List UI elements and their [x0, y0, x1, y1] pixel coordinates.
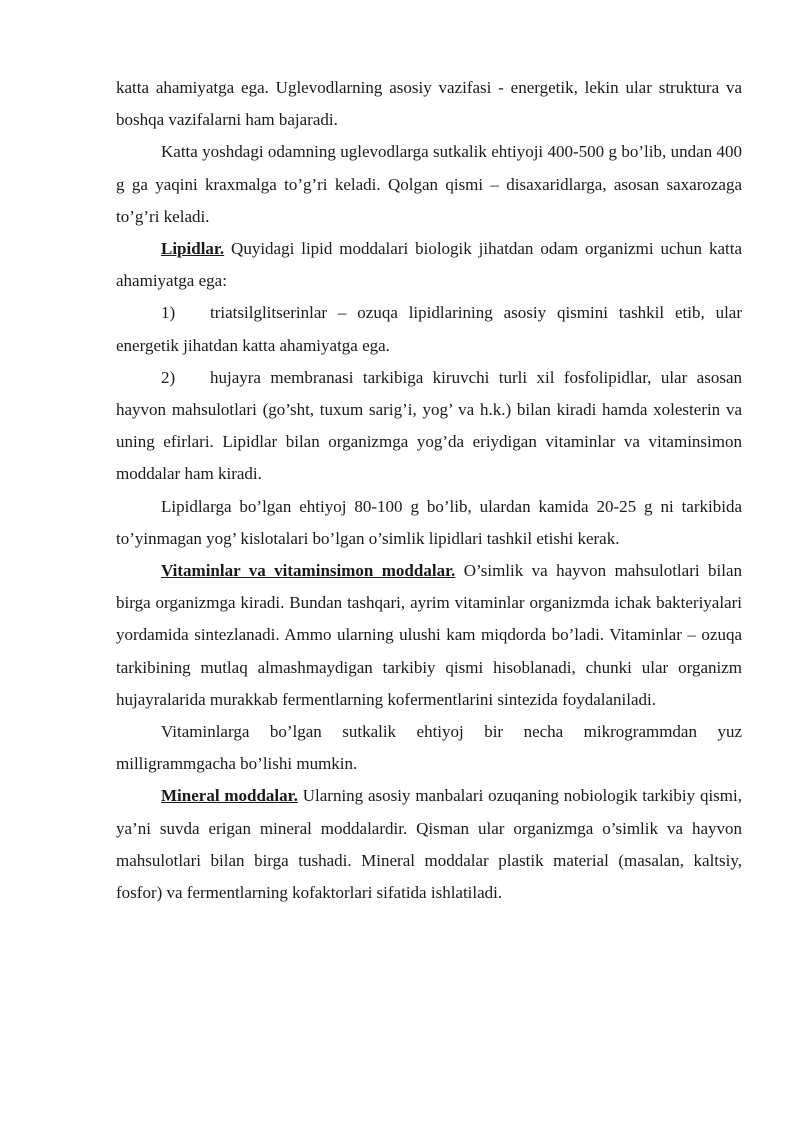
paragraph-vitamin-needs: Vitaminlarga bo’lgan sutkalik ehtiyoj bir necha mikrogrammdan yuz milligrammgacha bo’lishi mumkin. — [116, 722, 742, 774]
paragraph-carbohydrates-intro: katta ahamiyatga ega. Uglevodlarning asosiy vazifasi - energetik, lekin ular struktura va boshqa vazifalarni ham bajaradi. — [116, 78, 742, 130]
section-heading-vitamins: Vitaminlar va vitaminsimon moddalar. — [161, 561, 456, 581]
paragraph-vitamins-text: O’simlik va hayvon mahsulotlari bilan birga organizmga kiradi. Bundan tashqari, ayrim vitaminlar organizmda ichak bakteriyalari yordamida sintezlanadi. Ammo ularning ulushi kam miqdorda bo’ladi. Vitaminlar – ozuqa tarkibining mutlaq almashmaydigan tarkibiy qismi hisoblanadi, chunki ular organizm hujayralarida murakkab fermentlarning kofermentlarini sintezida foydalaniladi. — [116, 561, 742, 709]
list-item-number: 2) — [161, 367, 176, 387]
paragraph-minerals — [116, 780, 742, 909]
list-item-text: triatsilglitserinlar – ozuqa lipidlarining asosiy qismini tashkil etib, ular energetik jihatdan katta ahamiyatga ega. — [116, 303, 742, 355]
list-item — [116, 362, 742, 491]
paragraph-lipids — [116, 233, 742, 297]
paragraph-lipid-needs: Lipidlarga bo’lgan ehtiyoj 80-100 g bo’lib, ulardan kamida 20-25 g ni tarkibida to’yinmagan yog’ kislotalari bo’lgan o’simlik lipidlari tashkil etishi kerak. — [116, 496, 742, 548]
paragraph-lipids-text: Quyidagi lipid moddalari biologik jihatdan odam organizmi uchun katta ahamiyatga ega: — [116, 239, 742, 291]
list-item — [116, 297, 742, 361]
list-item-text: hujayra membranasi tarkibiga kiruvchi turli xil fosfolipidlar, ular asosan hayvon mahsulotlari (go’sht, tuxum sarig’i, yog’ va h.k.) bilan kiradi hamda xolesterin va uning efirlari. Lipidlar bilan organizmga yog’da eriydigan vitaminlar va vitaminsimon moddalar ham kiradi. — [116, 367, 742, 484]
list-item-number: 1) — [161, 303, 176, 323]
section-heading-lipids: Lipidlar. — [161, 239, 225, 259]
document-page — [116, 72, 742, 909]
paragraph-minerals-text: Ularning asosiy manbalari ozuqaning nobiologik tarkibiy qismi, ya’ni suvda erigan mineral moddalardir. Qisman ular organizmga o’simlik va hayvon mahsulotlari bilan birga tushadi. Mineral moddalar plastik material (masalan, kaltsiy, fosfor) va fermentlarning kofaktorlari sifatida ishlatiladi. — [116, 786, 742, 903]
section-heading-minerals: Mineral moddalar. — [161, 786, 298, 806]
paragraph-vitamins — [116, 555, 742, 716]
paragraph-carbohydrate-needs: Katta yoshdagi odamning uglevodlarga sutkalik ehtiyoji 400-500 g bo’lib, undan 400 g ga yaqini kraxmalga to’g’ri keladi. Qolgan qismi – disaxaridlarga, asosan saxarozaga to’g’ri keladi. — [116, 142, 742, 226]
